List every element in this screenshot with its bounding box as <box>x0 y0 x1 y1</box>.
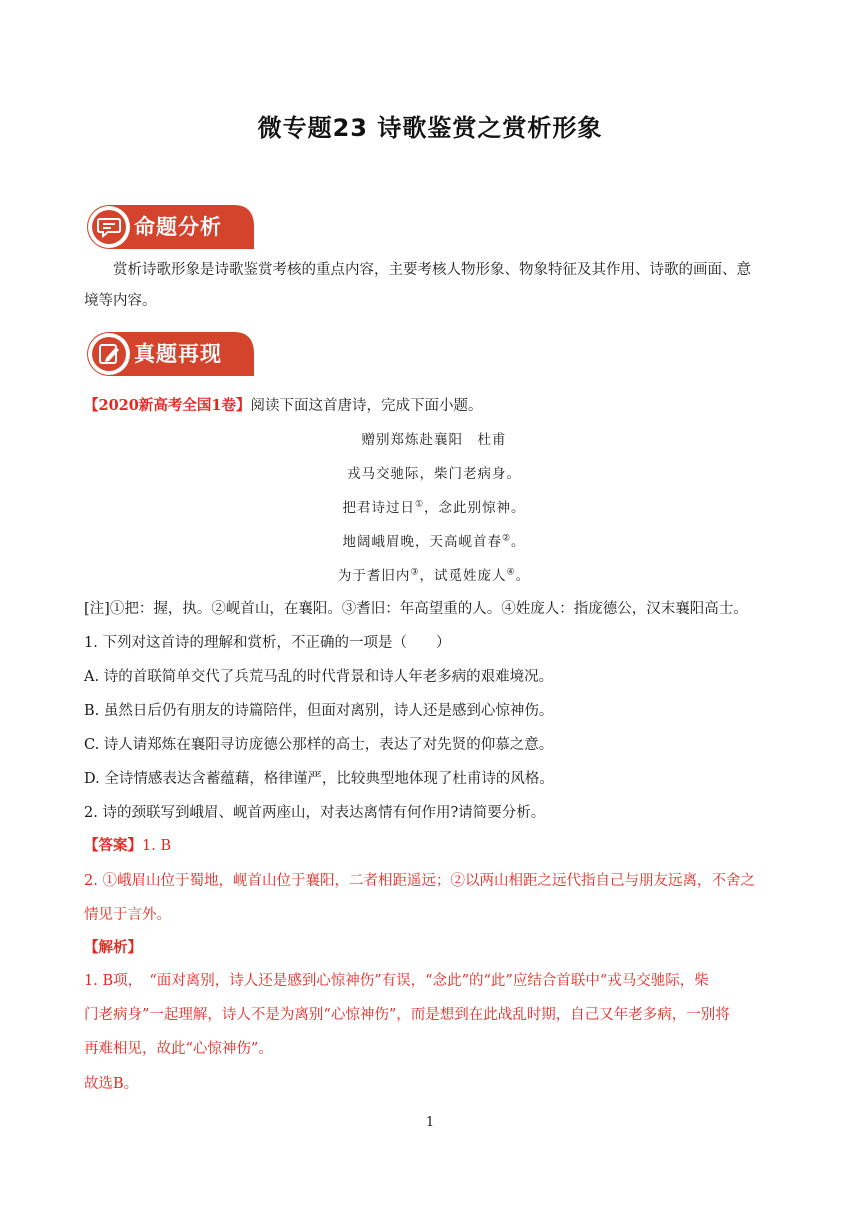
intro-paragraph <box>84 255 784 317</box>
analysis-line-2: 门老病身”一起理解，诗人不是为离别“心惊神伤”，而是想到在此战乱时期，自己又年老多病，一别将 <box>84 1007 730 1023</box>
page-number: 1 <box>425 1115 435 1130</box>
poem-text: ，试觅姓庞人 <box>419 568 507 584</box>
banner-label: 真题再现 <box>134 342 222 366</box>
footnote-marker: ④ <box>506 567 516 578</box>
option-b: B. 虽然日后仍有朋友的诗篇陪伴，但面对离别，诗人还是感到心惊神伤。 <box>84 703 554 719</box>
analysis-conclusion: 故选B。 <box>84 1076 139 1092</box>
section-banner-analysis <box>84 202 256 252</box>
poem-line-3 <box>84 532 784 552</box>
banner-label: 命题分析 <box>134 215 222 239</box>
poem-line-1: 戎马交驰际，柴门老病身。 <box>347 466 521 482</box>
footnote-marker: ③ <box>410 567 420 578</box>
answer-2-line-1: 2. ①峨眉山位于蜀地，岘首山位于襄阳，二者相距遥远；②以两山相距之远代指自己与朋友远离，不舍之 <box>84 873 755 889</box>
option-c: C. 诗人请郑炼在襄阳寻访庞德公那样的高士，表达了对先贤的仰慕之意。 <box>84 737 554 753</box>
page-title: 微专题23 诗歌鉴赏之赏析形象 <box>257 114 603 142</box>
intro-line-2: 境等内容。 <box>84 293 157 309</box>
answer-2-line-2: 情见于言外。 <box>84 907 171 923</box>
poem-notes: [注]①把：握，执。②岘首山，在襄阳。③耆旧：年高望重的人。④姓庞人：指庞德公，汉末襄阳高士。 <box>84 601 748 617</box>
answer-1: 1. B <box>142 838 172 854</box>
question-source: 【2020新高考全国1卷】 <box>84 397 251 414</box>
poem-text: 。 <box>511 534 526 550</box>
question-instruction: 阅读下面这首唐诗，完成下面小题。 <box>250 398 483 414</box>
poem-text: 把君诗过日 <box>342 500 415 516</box>
poem-text: ，念此别惊神。 <box>424 500 526 516</box>
poem-text: 。 <box>515 568 531 584</box>
analysis-line-1: 1. B项， “面对离别，诗人还是感到心惊神伤”有误，“念此”的“此”应结合首联中“戎马交驰际，柴 <box>84 973 709 989</box>
pencil-note-icon <box>96 341 122 367</box>
answer-2 <box>84 864 784 932</box>
option-a: A. 诗的首联简单交代了兵荒马乱的时代背景和诗人年老多病的艰难境况。 <box>84 669 554 685</box>
poem-text: 地阔峨眉晚，天高岘首春 <box>342 534 502 550</box>
question-2: 2. 诗的颈联写到峨眉、岘首两座山，对表达离情有何作用?请简要分析。 <box>84 805 546 821</box>
poem-line-4 <box>84 566 784 586</box>
option-d: D. 全诗情感表达含蓄蕴藉，格律谨严，比较典型地体现了杜甫诗的风格。 <box>84 771 554 787</box>
section-banner-exam <box>84 329 256 379</box>
intro-line-1: 赏析诗歌形象是诗歌鉴赏考核的重点内容，主要考核人物形象、物象特征及其作用、诗歌的画面、意 <box>113 262 751 278</box>
question-1: 1. 下列对这首诗的理解和赏析，不正确的一项是（ ） <box>84 635 451 651</box>
speech-bubble-icon <box>96 214 122 240</box>
footnote-marker: ② <box>501 533 512 544</box>
analysis-line-3: 再难相见，故此“心惊神伤”。 <box>84 1041 273 1057</box>
poem-title: 赠别郑炼赴襄阳 杜甫 <box>361 432 507 448</box>
analysis-label: 【解析】 <box>84 939 142 956</box>
poem-text: 为于耆旧内 <box>337 568 411 584</box>
footnote-marker: ① <box>414 499 425 510</box>
answer-block <box>84 836 784 856</box>
question-header <box>84 396 784 416</box>
analysis-paragraph <box>84 964 784 1066</box>
poem-line-2 <box>84 498 784 518</box>
answer-label: 【答案】 <box>84 837 142 854</box>
